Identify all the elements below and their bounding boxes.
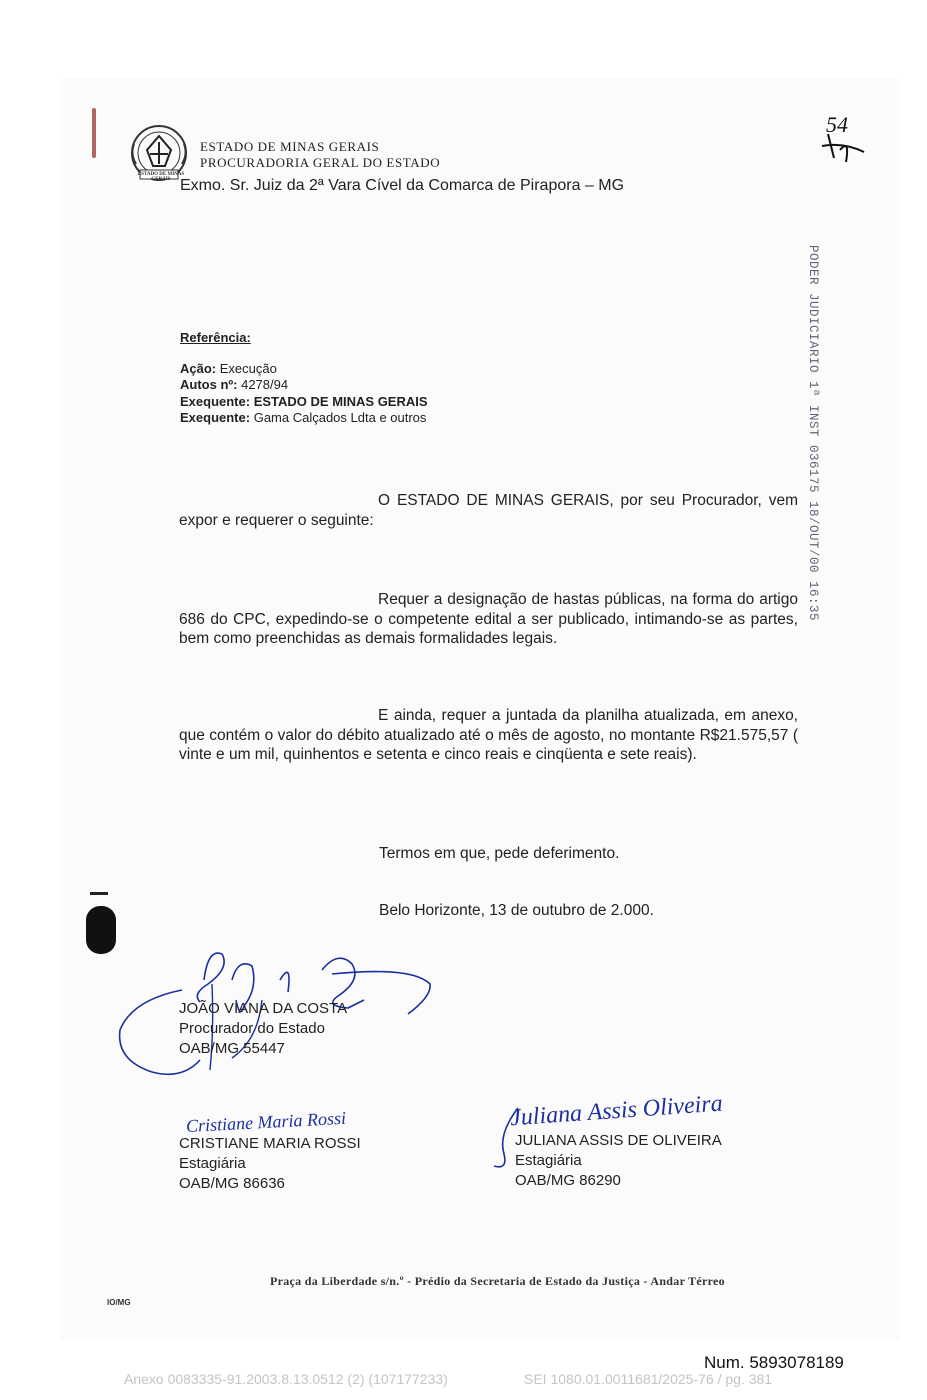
executado-value: Gama Calçados Ldta e outros: [253, 410, 427, 425]
signatory-right: [515, 1131, 722, 1191]
paragraph-3-text: E ainda, requer a juntada da planilha atualizada, em anexo, que contém o valor do débito atualizado até o mês de agosto, no montante R$21.575,57 ( vinte e um mil, quinhentos e setenta e cinco reais e cinqüenta e sete reais).: [179, 707, 798, 763]
reference-block: [180, 330, 428, 427]
signatory-left: [179, 1134, 361, 1194]
acao-value: Execução: [219, 360, 277, 376]
document-number: Num. 5893078189: [704, 1353, 844, 1372]
closing: Termos em que, pede deferimento.: [379, 845, 620, 862]
footer-small-code: IO/MG: [107, 1298, 131, 1307]
handwritten-signature-right: Juliana Assis Oliveira: [509, 1090, 724, 1132]
corner-mark-scribble: [820, 128, 870, 164]
signatory-right-role: Estagiária: [515, 1152, 582, 1169]
scan-dash-left: [90, 892, 108, 895]
corner-page-mark: 54: [826, 112, 848, 137]
paragraph-2-text: Requer a designação de hastas públicas, na forma do artigo 686 do CPC, expedindo-se o competente edital a ser publicado, intimando-se as partes, bem como preenchidas as demais formalidades legais.: [179, 591, 798, 647]
handwritten-signature-left: Cristiane Maria Rossi: [185, 1107, 347, 1137]
signatory-main-role: Procurador do Estado: [179, 1020, 325, 1037]
exequente-value: ESTADO DE MINAS GERAIS: [253, 393, 428, 409]
header-line-2: PROCURADORIA GERAL DO ESTADO: [200, 155, 441, 170]
acao-label: Ação:: [180, 360, 217, 376]
addressee: Exmo. Sr. Juiz da 2ª Vara Cível da Comarca de Pirapora – MG: [180, 177, 625, 194]
paragraph-3: [179, 706, 798, 765]
footer-address: Praça da Liberdade s/n.º - Prédio da Secretaria de Estado da Justiça - Andar Térreo: [270, 1274, 725, 1288]
reference-title: Referência:: [180, 330, 251, 345]
sei-reference: SEI 1080.01.0011681/2025-76 / pg. 381: [524, 1371, 773, 1387]
scan-mark-left: [92, 108, 96, 158]
paragraph-2: [179, 590, 798, 649]
signatory-main-oab: OAB/MG 55447: [179, 1040, 285, 1057]
seal-text: ESTADO DE MINAS GERAIS: [137, 172, 185, 182]
signatory-main-name: JOÃO VIANA DA COSTA: [179, 1000, 348, 1017]
signatory-left-oab: OAB/MG 86636: [179, 1175, 285, 1192]
autos-label: Autos nº:: [180, 377, 238, 392]
date-line: Belo Horizonte, 13 de outubro de 2.000.: [379, 902, 654, 919]
signatory-left-name: CRISTIANE MARIA ROSSI: [179, 1135, 361, 1152]
signatory-left-role: Estagiária: [179, 1155, 246, 1172]
court-protocol-stamp: PODER JUDICIARIO 1ª INST 036175 18/OUT/00 16:35: [806, 245, 820, 622]
paragraph-1-text: O ESTADO DE MINAS GERAIS, por seu Procurador, vem expor e requerer o seguinte:: [179, 492, 798, 529]
autos-value: 4278/94: [241, 377, 289, 392]
exequente-label: Exequente:: [180, 393, 251, 409]
header-line-1: ESTADO DE MINAS GERAIS: [200, 139, 380, 154]
executado-label: Exequente:: [180, 410, 251, 425]
annex-reference: Anexo 0083335-91.2003.8.13.0512 (2) (107177233): [124, 1371, 448, 1387]
signatory-main: [179, 999, 347, 1059]
paragraph-1: [179, 491, 798, 530]
signatory-right-name: JULIANA ASSIS DE OLIVEIRA: [515, 1132, 722, 1149]
signatory-right-oab: OAB/MG 86290: [515, 1172, 621, 1189]
